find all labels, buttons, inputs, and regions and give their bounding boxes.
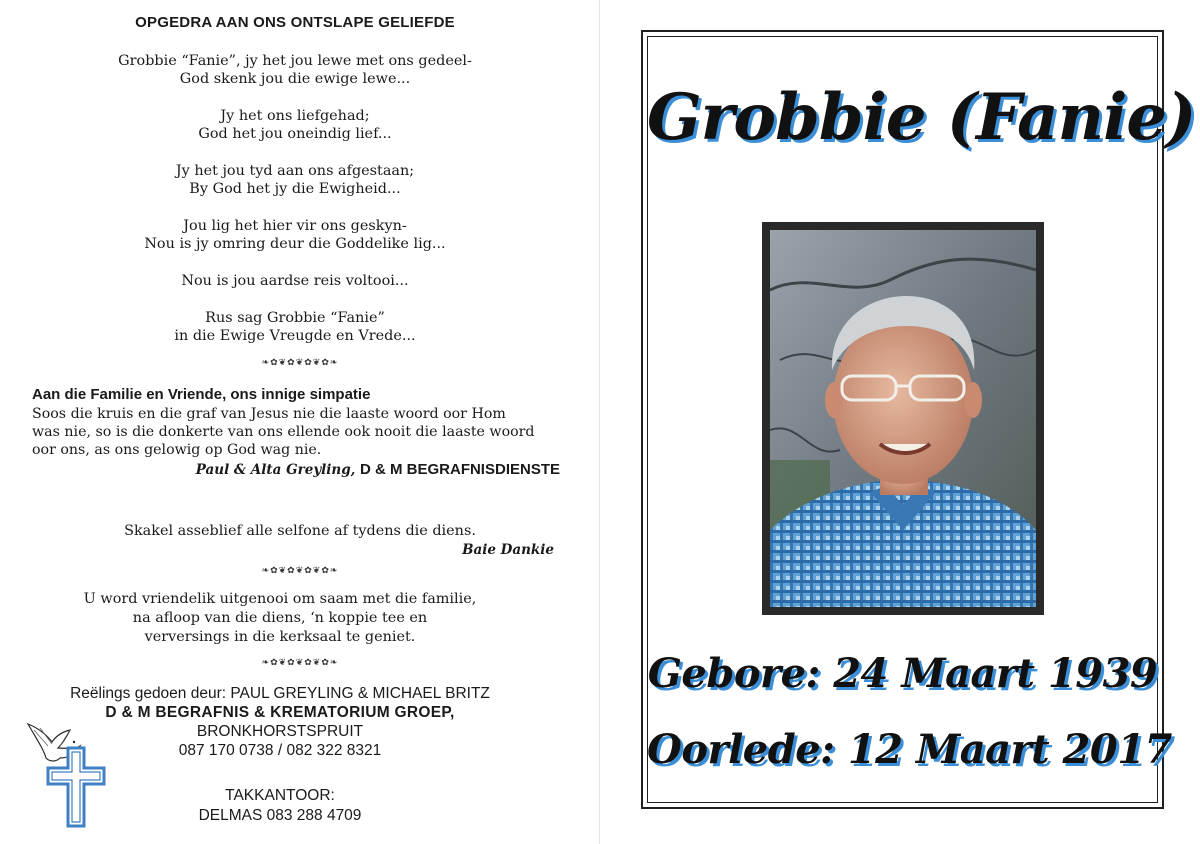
branch-label: TAKKANTOOR: <box>225 787 335 804</box>
arrangements-by: Reëlings gedoen deur: PAUL GREYLING & MICHAEL BRITZ <box>70 685 490 702</box>
poem-line: Nou is jy omring deur die Goddelike lig... <box>144 236 446 252</box>
condolence-title: Aan die Familie en Vriende, ons innige simpatie <box>32 386 371 403</box>
page-fold <box>599 0 600 844</box>
poem-stanza <box>0 162 590 198</box>
poem-stanza <box>0 107 590 143</box>
poem-stanza <box>0 217 590 253</box>
poem-stanza <box>0 309 590 345</box>
poem-stanza <box>0 52 590 88</box>
funeral-firm-phones: 087 170 0738 / 082 322 8321 <box>178 742 382 759</box>
poem-line: Nou is jou aardse reis voltooi... <box>181 273 409 289</box>
invitation-line: na afloop van die diens, ‘n koppie tee en <box>132 610 428 626</box>
poem-line: Rus sag Grobbie “Fanie” <box>205 310 385 326</box>
condolence-text <box>32 405 572 459</box>
funeral-firm-name: D & M BEGRAFNIS & KREMATORIUM GROEP, <box>105 704 455 721</box>
dove-cross-logo <box>24 712 128 830</box>
poem <box>0 52 590 364</box>
poem-line: in die Ewige Vreugde en Vrede... <box>174 328 416 344</box>
poem-line: Grobbie “Fanie”, jy het jou lewe met ons gedeel- <box>118 53 472 69</box>
cellphone-notice: Skakel asseblief alle selfone af tydens die diens. <box>124 523 476 539</box>
poem-line: God skenk jou die ewige lewe... <box>179 71 411 87</box>
poem-line: By God het jy die Ewigheid... <box>189 181 401 197</box>
poem-line: Jy het ons liefgehad; <box>220 108 370 124</box>
deceased-name: Grobbie (Fanie) <box>647 80 1196 155</box>
invitation-line: U word vriendelik uitgenooi om saam met die familie, <box>83 591 477 607</box>
ornament-divider: ❧✿❦✿❦✿❦✿❧ <box>261 658 339 668</box>
condolence-line: was nie, so is die donkerte van ons ellende ook nooit die laaste woord <box>32 424 535 440</box>
branch-details: DELMAS 083 288 4709 <box>198 807 362 824</box>
signature-names: Paul & Alta Greyling, <box>195 462 356 478</box>
dedication-heading: OPGEDRA AAN ONS ONTSLAPE GELIEFDE <box>135 14 455 31</box>
condolence-line: oor ons, as ons gelowig op God wag nie. <box>32 442 322 458</box>
invitation-line: verversings in die kerksaal te geniet. <box>144 629 416 645</box>
poem-stanza <box>0 272 590 290</box>
funeral-firm-town: BRONKHORSTSPRUIT <box>196 723 364 740</box>
invitation <box>0 590 560 647</box>
poem-line: Jy het jou tyd aan ons afgestaan; <box>175 163 415 179</box>
ornament-divider: ❧✿❦✿❦✿❦✿❧ <box>261 566 339 576</box>
portrait-photo <box>770 230 1036 607</box>
ornament-divider: ❧✿❦✿❦✿❦✿❧ <box>261 358 339 368</box>
birth-date: Gebore: 24 Maart 1939 <box>647 650 1158 697</box>
signature-firm: D & M BEGRAFNISDIENSTE <box>359 461 560 478</box>
poem-line: Jou lig het hier vir ons geskyn- <box>183 218 407 234</box>
condolence-signature <box>196 461 560 478</box>
thanks-text: Baie Dankie <box>462 542 554 558</box>
poem-line: God het jou oneindig lief... <box>198 126 392 142</box>
death-date: Oorlede: 12 Maart 2017 <box>647 726 1172 773</box>
condolence-line: Soos die kruis en die graf van Jesus nie die laaste woord oor Hom <box>32 406 506 422</box>
